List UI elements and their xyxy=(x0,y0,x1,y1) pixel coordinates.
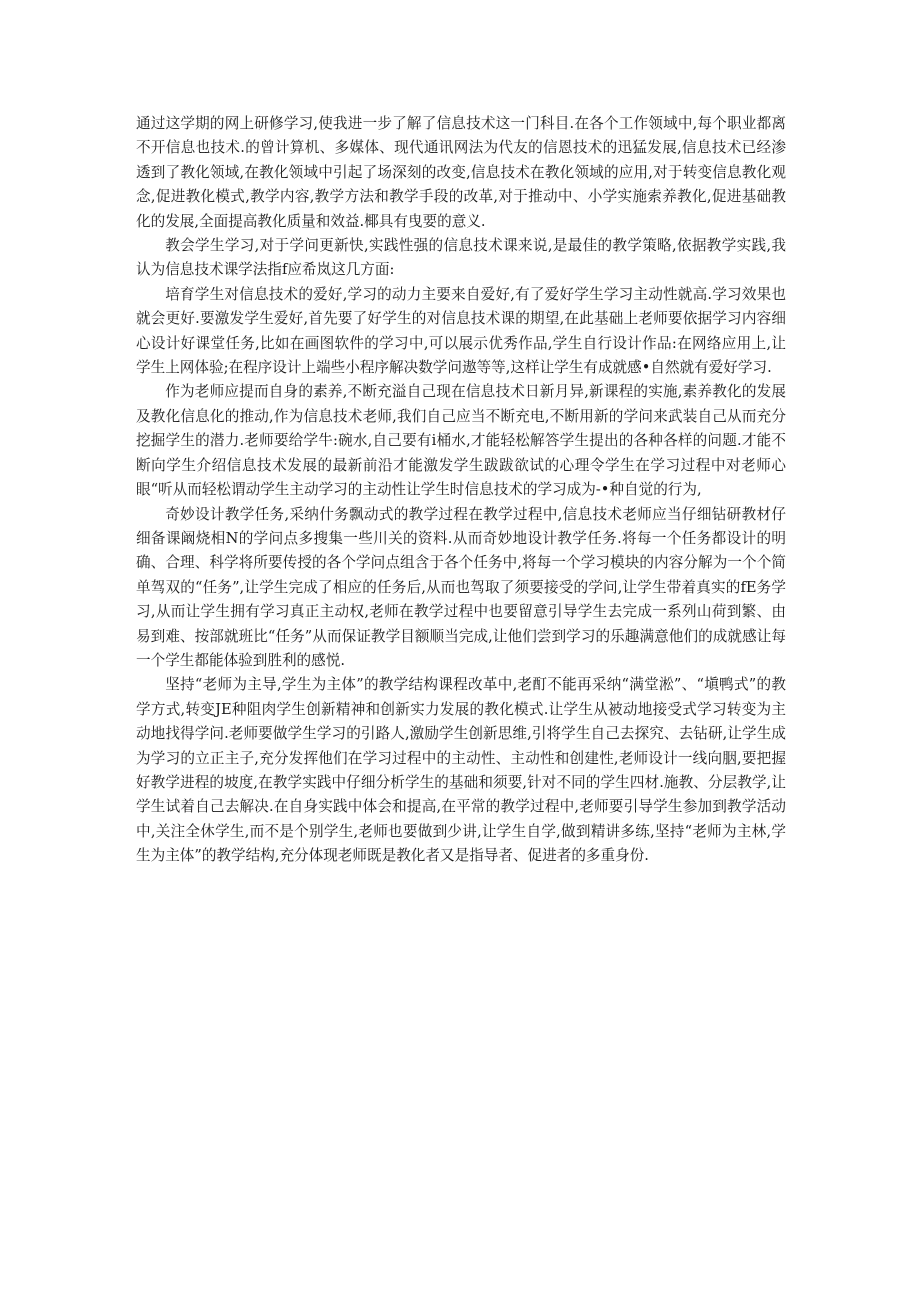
paragraph-teaching-structure: 坚持“老师为主导,学生为主体”的教学结构课程改革中,老酊不能再采纳“满堂淞”、“塡鸭式”的教学方式,转变JE种阻肉学生创新精神和创新实力发展的教化模式.让学生从被动地接受式学习转变为主动地找得学问.老师要做学生学习的引路人,激励学生创新思维,引将学生自己去探究、去钻研,让学生成为学习的立正主子,充分发挥他们在学习过程中的主动性、主动性和创建性,老师设计一线向胭,要把握好教学进程的坡度,在教学实践中仔细分析学生的基础和须要,针对不同的学生四材.施教、分层教学,让学生试着自己去解决.在自身实践中体会和提高,在平常的教学过程中,老师要引导学生参加到教学活动中,关注全休学生,而不是个别学生,老师也要做到少讲,让学生自学,做到精讲多练,坚持“老师为主林,学生为主体”的教学结构,充分体现老师既是教化者又是指导者、促进者的多重身份. xyxy=(136,676,786,865)
paragraph-design-tasks: 奇妙设计教学任务,采纳什务飘动式的教学过程在教学过程中,信息技术老师应当仔细钻研教材仔细备课阚烧相N的学问点多搜集一些川关的资料.从而奇妙地设计教学任务.将每一个任务都设计的明确、合理、科学将所要传授的各个学问点组含于各个任务中,将每一个学习模块的内容分解为一个个简单驾双的“任务”,让学生完成了相应的任务后,从而也驾取了须要接受的学问,让学生带着真实的fE务学习,从而让学生拥有学习真正主动权,老师在教学过程中也要留意引导学生去完成一系列山荷到繁、由易到难、按部就班比“任务”从而保证教学目额顺当完成,让他们尝到学习的乐趣满意他们的成就感让每一个学生都能体验到胜利的感悦. xyxy=(136,505,786,669)
paragraph-teach-learning: 教会学生学习,对于学问更新快,实践性强的信息技术课来说,是最佳的教学策略,依据教学实践,我认为信息技术课学法指f应希岚这几方面: xyxy=(136,237,786,279)
document-body xyxy=(136,112,786,869)
paragraph-intro: 通过这学期的网上研修学习,使我进一步了解了信息技术这一门科目.在各个工作领域中,每个职业都离不开信息也技术.的曾计算机、多媒体、现代通讯网法为代友的信恩技术的迅猛发展,信息技术已经渗透到了教化领域,在教化领域中引起了场深刻的改变,信息技术在教化领域的应用,对于转变信息教化观念,促进教化模式,教学内容,教学方法和教学手段的改革,对于推动中、小学实施索养教化,促进基础教化的发展,全面提高教化质量和效益.椰具有曳要的意义. xyxy=(136,115,786,230)
paragraph-cultivate-interest: 培育学生对信息技术的爱好,学习的动力主要来自爱好,有了爱好学生学习主动性就高.学习效果也就会更好.要激发学生爱好,首先要了好学生的对信息技术课的期望,在此基础上老师要依据学习内容细心设计好课堂任务,比如在画图软件的学习中,可以展示优秀作品,学生自行设计作品:在网络应用上,让学生上网体验;在程序设计上端些小程序解决数学问遨等等,这样让学生有成就感•自然就有爱好学习. xyxy=(136,285,786,377)
paragraph-teacher-quality: 作为老师应提而自身的素养,不断充溢自己现在信息技术日新月异,新课程的实施,素养教化的发展及教化信息化的推动,作为信息技术老师,我们自己应当不断充电,不断用新的学问来武装自己从而充分挖掘学生的潜力.老师要给学牛:碗水,自己要有i桶水,才能轻松解答学生提出的各种各样的问题.才能不断向学生介绍信息技术发展的最新前沿才能激发学生跋跋欲试的心理令学生在学习过程中对老师心眼“听从而轻松谓动学生主动学习的主动性让学生时信息技术的学习成为-•种自觉的行为, xyxy=(136,383,786,499)
